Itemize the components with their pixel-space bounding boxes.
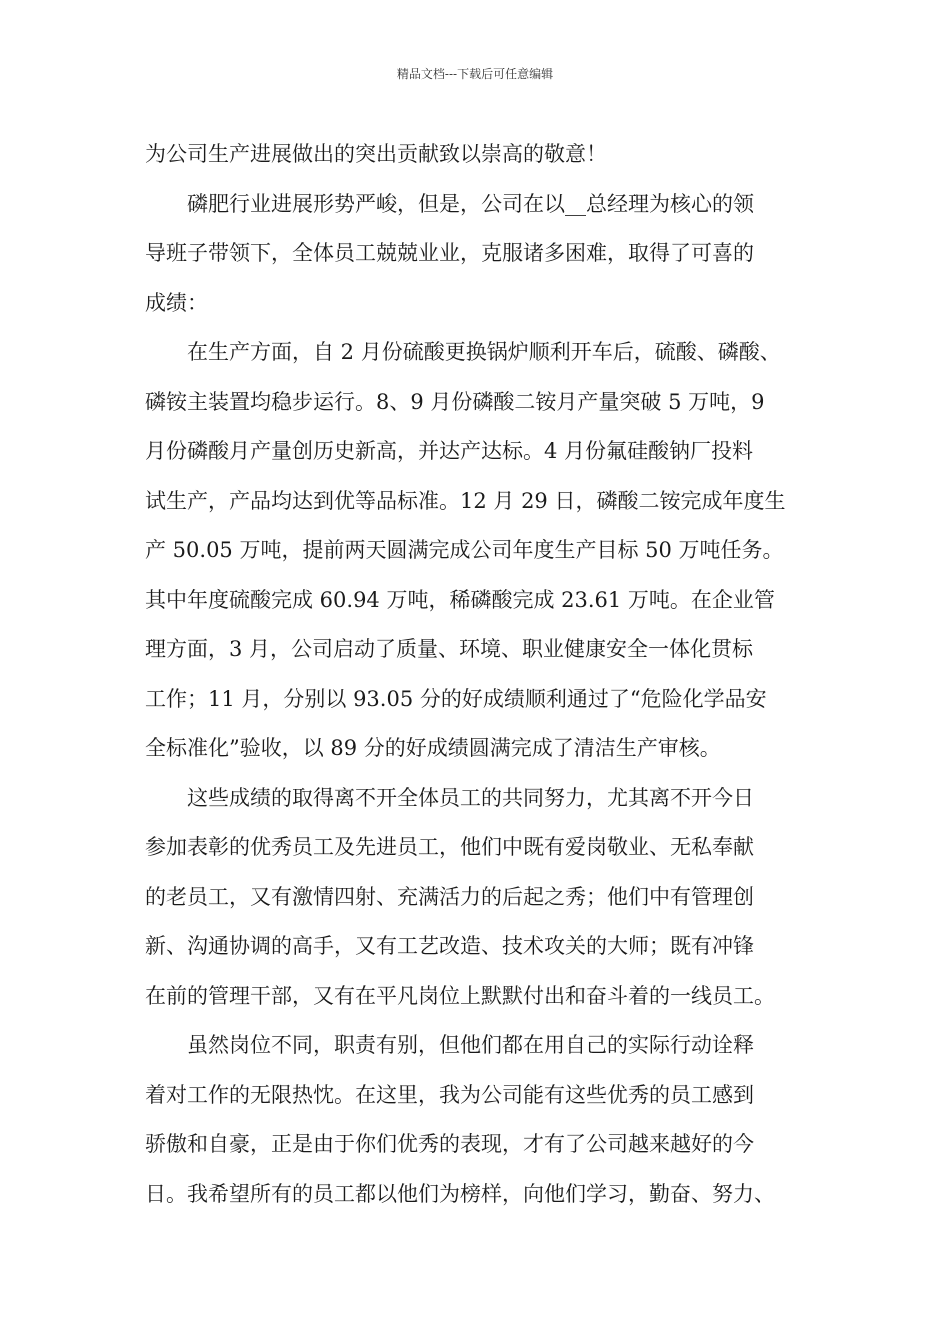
text-line: 成绩： [145,290,208,315]
text-line: 试生产，产品均达到优等品标准。12 月 29 日，磷酸二铵完成年度生 [145,488,786,513]
text-line: 导班子带领下，全体员工兢兢业业，克服诸多困难，取得了可喜的 [145,241,754,265]
text-line: 全标准化”验收，以 89 分的好成绩圆满完成了清洁生产审核。 [145,736,721,760]
text-line: 其中年度硫酸完成 60.94 万吨，稀磷酸完成 23.61 万吨。在企业管 [145,587,775,612]
text-line: 在前的管理干部，又有在平凡岗位上默默付出和奋斗着的一线员工。 [145,983,775,1008]
document-body [145,130,825,1219]
text-line: 新、沟通协调的高手，又有工艺改造、技术攻关的大师；既有冲锋 [145,934,754,958]
text-line: 磷铵主装置均稳步运行。8、9 月份磷酸二铵月产量突破 5 万吨，9 [145,389,765,414]
paragraph-start-line: 在生产方面，自 2 月份硫酸更换锅炉顺利开车后，硫酸、磷酸、 [187,340,781,364]
paragraph-start-line: 这些成绩的取得离不开全体员工的共同努力，尤其离不开今日 [187,785,754,810]
paragraph-start-line: 磷肥行业进展形势严峻，但是，公司在以__总经理为核心的领 [187,191,754,216]
text-line: 工作；11 月，分别以 93.05 分的好成绩顺利通过了“危险化学品安 [145,686,767,711]
page-header: 精品文档---下载后可任意编辑 [396,67,554,81]
text-line: 月份磷酸月产量创历史新高，并达产达标。4 月份氟硅酸钠厂投料 [145,439,754,463]
text-line: 日。我希望所有的员工都以他们为榜样，向他们学习，勤奋、努力、 [145,1181,775,1206]
paragraph-start-line: 虽然岗位不同，职责有别，但他们都在用自己的实际行动诠释 [187,1033,754,1057]
text-line: 为公司生产进展做出的突出贡献致以崇高的敬意！ [145,142,607,166]
text-line: 骄傲和自豪，正是由于你们优秀的表现，才有了公司越来越好的今 [145,1132,754,1156]
text-line: 着对工作的无限热忱。在这里，我为公司能有这些优秀的员工感到 [145,1082,754,1107]
text-line: 产 50.05 万吨，提前两天圆满完成公司年度生产目标 50 万吨任务。 [145,538,784,562]
text-line: 理方面，3 月，公司启动了质量、环境、职业健康安全一体化贯标 [145,637,754,661]
text-line: 参加表彰的优秀员工及先进员工，他们中既有爱岗敬业、无私奉献 [145,835,754,859]
text-line: 的老员工，又有激情四射、充满活力的后起之秀；他们中有管理创 [145,884,754,909]
